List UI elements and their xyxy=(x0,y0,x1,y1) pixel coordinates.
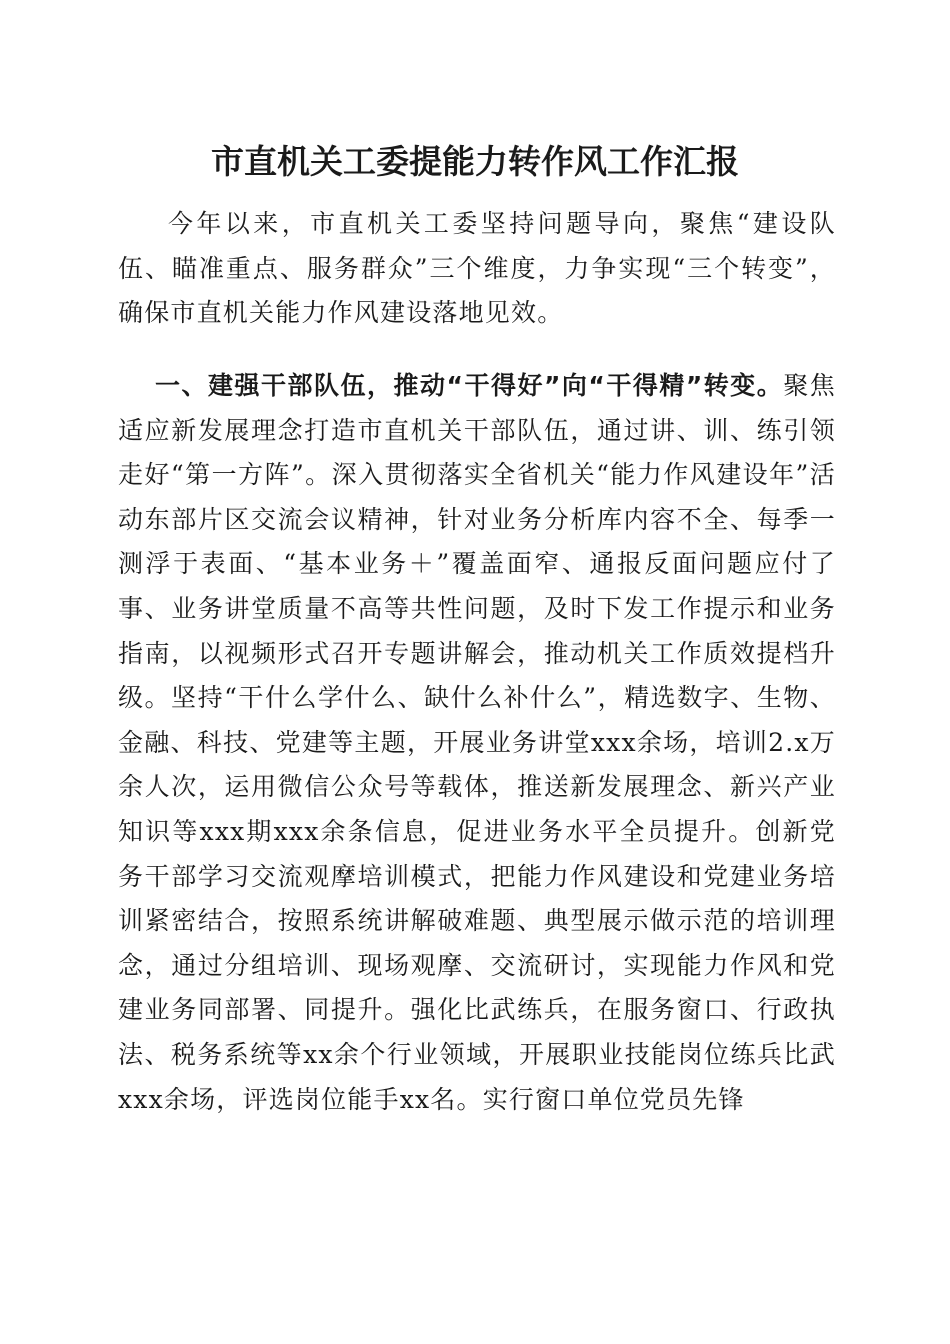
section-one-body: 聚焦适应新发展理念打造市直机关干部队伍，通过讲、训、练引领走好“第一方阵”。深入贯彻落实全省机关“能力作风建设年”活动东部片区交流会议精神，针对业务分析库内容不全、每季一测浮于表面、“基本业务＋”覆盖面窄、通报反面问题应付了事、业务讲堂质量不高等共性问题，及时下发工作提示和业务指南，以视频形式召开专题讲解会，推动机关工作质效提档升级。坚持“干什么学什么、缺什么补什么”，精选数字、生物、金融、科技、党建等主题，开展业务讲堂xxx余场，培训2.x万余人次，运用微信公众号等载体，推送新发展理念、新兴产业知识等xxx期xxx余条信息，促进业务水平全员提升。创新党务干部学习交流观摩培训模式，把能力作风建设和党建业务培训紧密结合，按照系统讲解破难题、典型展示做示范的培训理念，通过分组培训、现场观摩、交流研讨，实现能力作风和党建业务同部署、同提升。强化比武练兵，在服务窗口、行政执法、税务系统等xx余个行业领域，开展职业技能岗位练兵比武xxx余场，评选岗位能手xx名。实行窗口单位党员先锋 xyxy=(118,371,836,1114)
section-one-paragraph xyxy=(118,364,836,1122)
section-one-heading: 一、建强干部队伍，推动“干得好”向“干得精”转变。 xyxy=(155,371,784,400)
document-title: 市直机关工委提能力转作风工作汇报 xyxy=(211,142,739,181)
intro-paragraph: 今年以来，市直机关工委坚持问题导向，聚焦“建设队伍、瞄准重点、服务群众”三个维度，力争实现“三个转变”，确保市直机关能力作风建设落地见效。 xyxy=(118,209,836,328)
